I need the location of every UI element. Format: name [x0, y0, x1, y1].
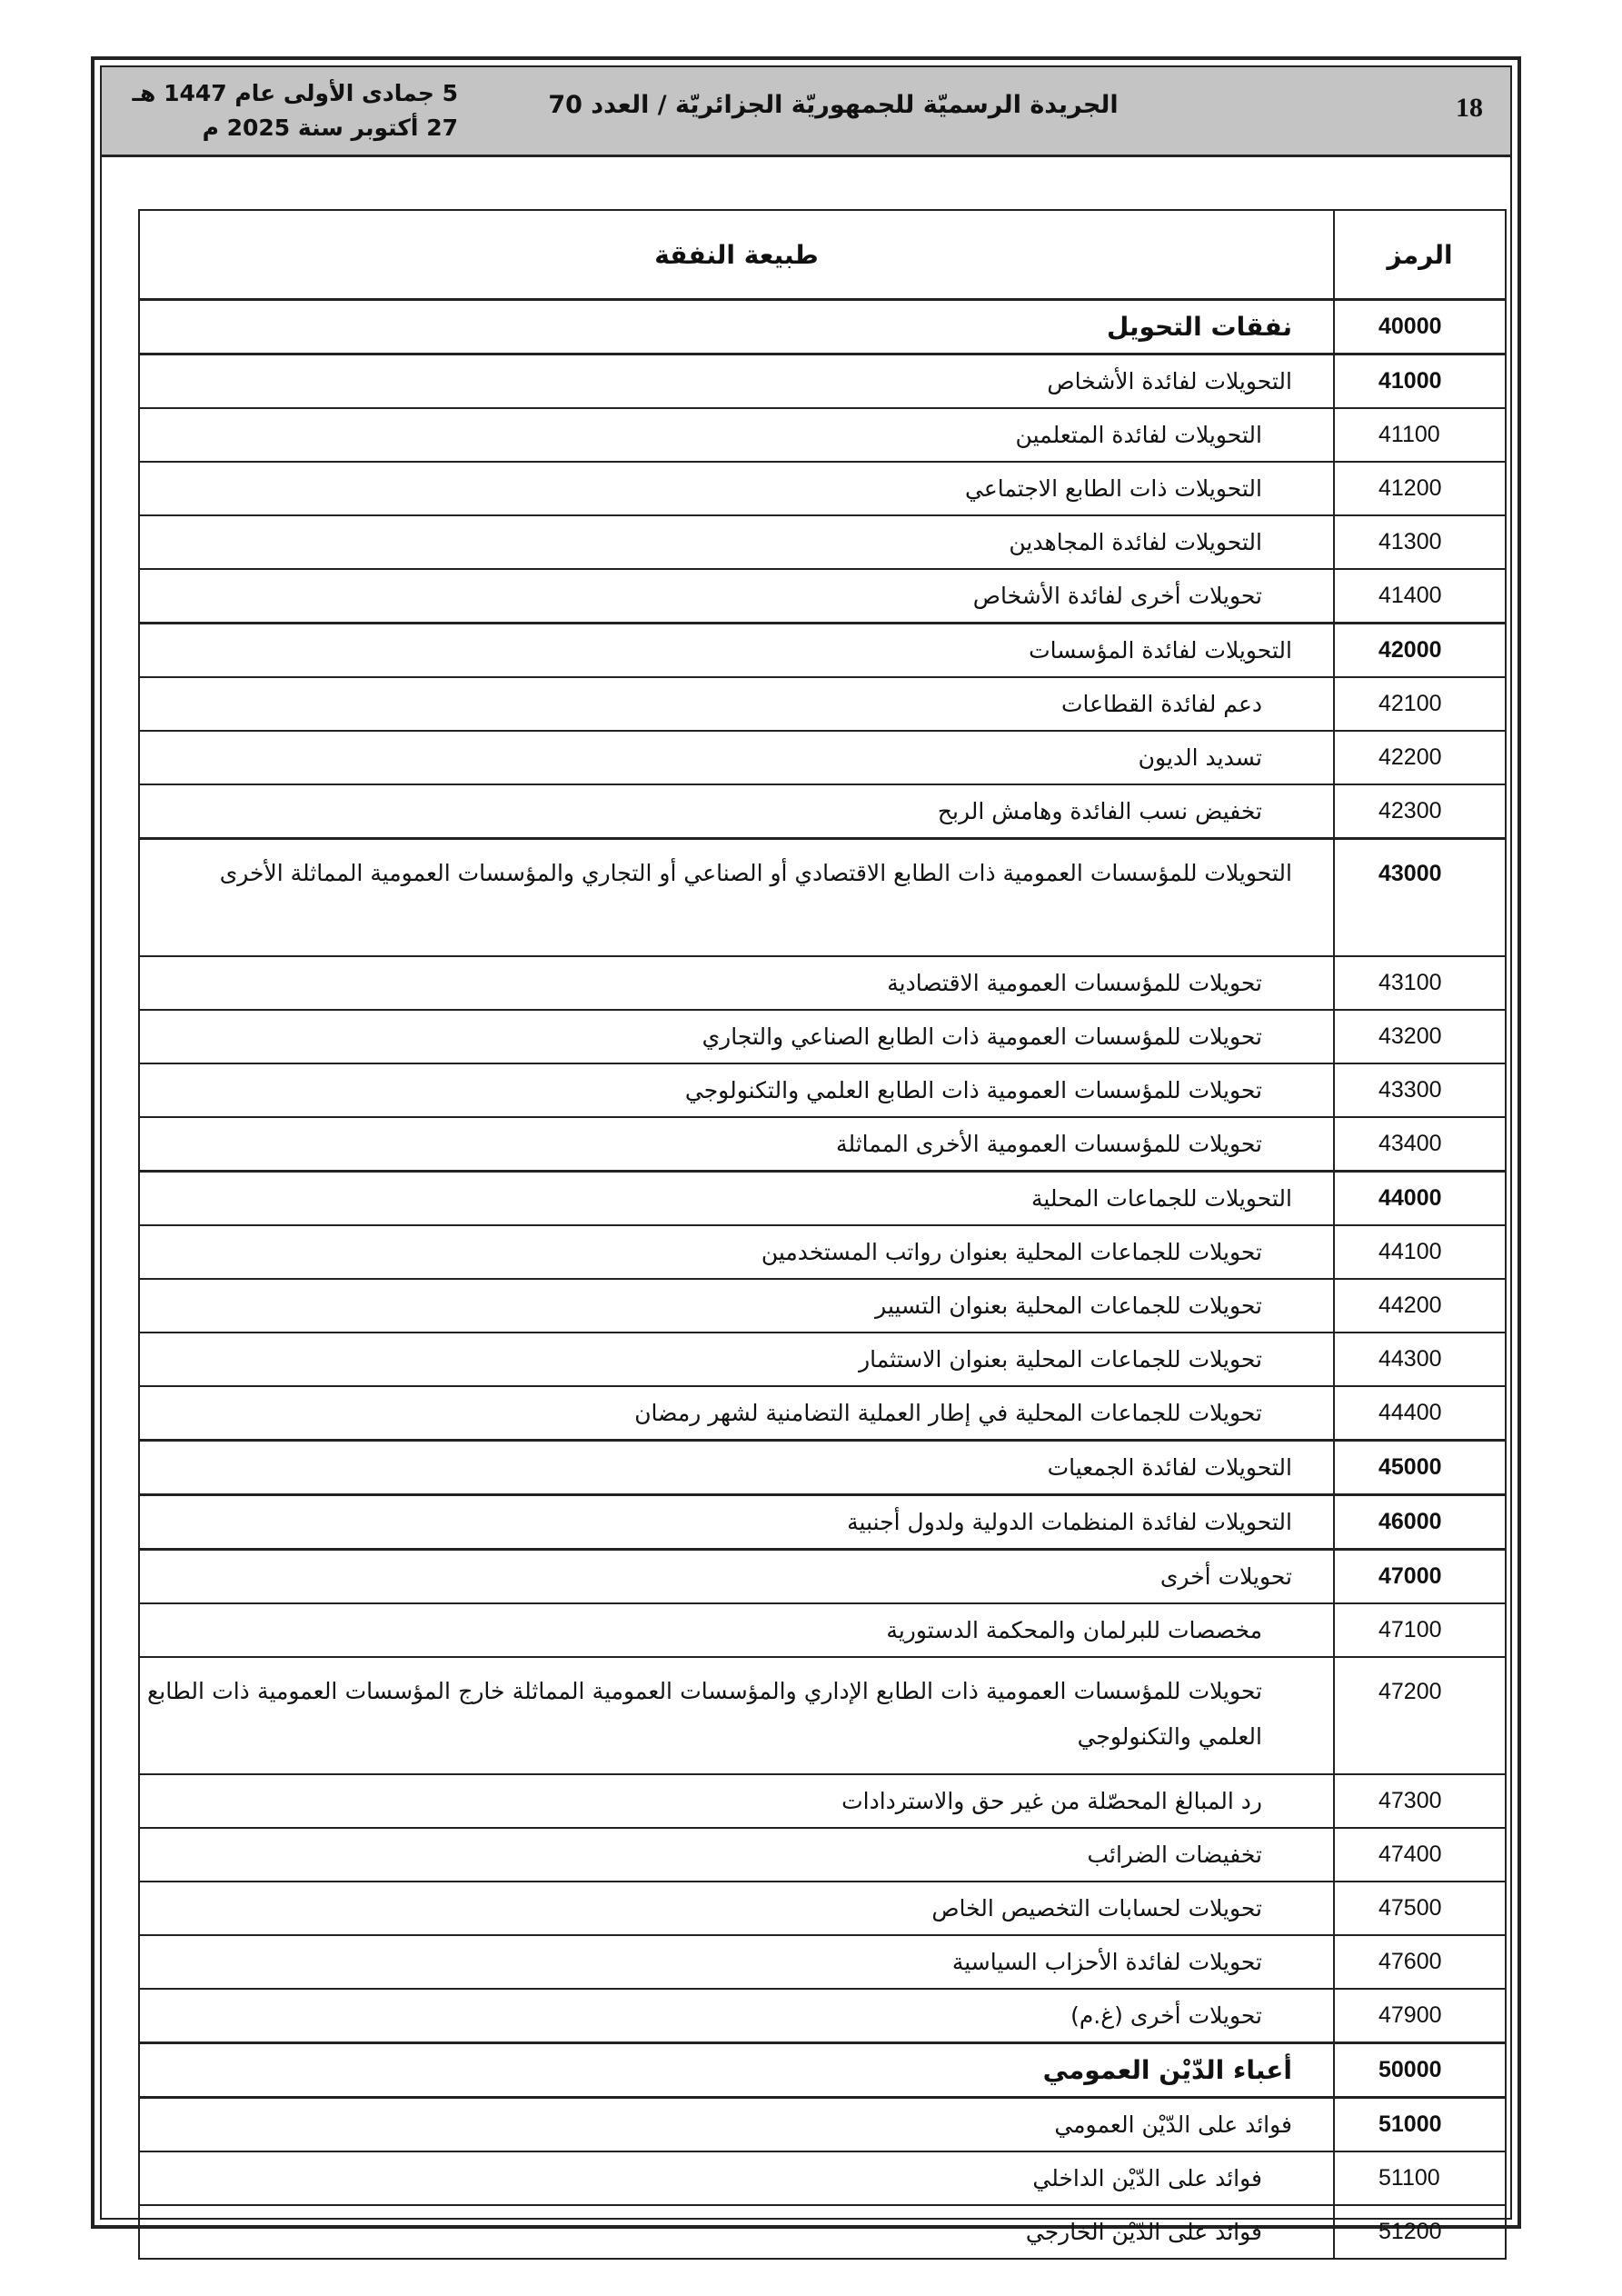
expense-description: التحويلات لفائدة المتعلمين [139, 408, 1334, 462]
table-row [139, 1935, 1506, 1989]
expense-description: دعم لفائدة القطاعات [139, 677, 1334, 731]
expense-description: التحويلات لفائدة المجاهدين [139, 515, 1334, 569]
expense-description: تحويلات للجماعات المحلية بعنوان الاستثمار [139, 1333, 1334, 1386]
table-row [139, 2151, 1506, 2205]
expense-code: 42000 [1334, 624, 1506, 678]
table-row [139, 300, 1506, 354]
expense-description: تحويلات لحسابات التخصيص الخاص [139, 1882, 1334, 1935]
expense-code: 47100 [1334, 1603, 1506, 1657]
expense-description: تحويلات للمؤسسات العمومية ذات الطابع الصناعي والتجاري [139, 1010, 1334, 1063]
page-frame [91, 56, 1521, 2245]
table-row [139, 1657, 1506, 1774]
table-row [139, 956, 1506, 1010]
expense-code: 51100 [1334, 2151, 1506, 2205]
expense-code: 41100 [1334, 408, 1506, 462]
expense-code: 44100 [1334, 1225, 1506, 1279]
table-row [139, 1063, 1506, 1117]
expense-description: التحويلات للجماعات المحلية [139, 1172, 1334, 1226]
expense-description: تحويلات للجماعات المحلية بعنوان رواتب المستخدمين [139, 1225, 1334, 1279]
table-row [139, 408, 1506, 462]
expense-code: 51200 [1334, 2205, 1506, 2259]
table-row [139, 731, 1506, 784]
table-row [139, 1279, 1506, 1333]
expense-code: 47900 [1334, 1989, 1506, 2043]
table-row [139, 624, 1506, 678]
expense-description: تحويلات للجماعات المحلية في إطار العملية التضامنية لشهر رمضان [139, 1386, 1334, 1441]
table-row [139, 1386, 1506, 1441]
expense-code: 41300 [1334, 515, 1506, 569]
expense-description: رد المبالغ المحصّلة من غير حق والاستردادات [139, 1774, 1334, 1828]
expense-code: 51000 [1334, 2098, 1506, 2152]
table-row [139, 1117, 1506, 1172]
expense-description: التحويلات لفائدة المنظمات الدولية ولدول أجنبية [139, 1495, 1334, 1550]
expense-description: التحويلات لفائدة المؤسسات [139, 624, 1334, 678]
expense-code: 42200 [1334, 731, 1506, 784]
expense-code: 43000 [1334, 839, 1506, 957]
issue-date [113, 76, 458, 145]
column-header-code: الرمز [1334, 210, 1506, 300]
table-row [139, 1774, 1506, 1828]
expense-code: 47400 [1334, 1828, 1506, 1882]
expense-description: فوائد على الدّيْن الخارجي [139, 2205, 1334, 2259]
expense-description: تحويلات للمؤسسات العمومية ذات الطابع الإداري والمؤسسات العمومية المماثلة خارج المؤسسات العمومية ذات الطابع العلمي والتكنولوجي [139, 1657, 1334, 1774]
expense-code: 43300 [1334, 1063, 1506, 1117]
table-row [139, 2043, 1506, 2098]
table-row [139, 1172, 1506, 1226]
expense-code: 41000 [1334, 354, 1506, 409]
table-row [139, 1495, 1506, 1550]
expense-description: مخصصات للبرلمان والمحكمة الدستورية [139, 1603, 1334, 1657]
expense-description: تخفيض نسب الفائدة وهامش الربح [139, 784, 1334, 839]
table-row [139, 1882, 1506, 1935]
expense-description: التحويلات ذات الطابع الاجتماعي [139, 462, 1334, 515]
column-header-description: طبيعة النفقة [139, 210, 1334, 300]
expense-description: تحويلات للجماعات المحلية بعنوان التسيير [139, 1279, 1334, 1333]
table-row [139, 354, 1506, 409]
expense-code: 45000 [1334, 1441, 1506, 1495]
expense-code: 47500 [1334, 1882, 1506, 1935]
expense-code: 41400 [1334, 569, 1506, 624]
table-header-row [139, 210, 1506, 300]
expense-description: التحويلات لفائدة الجمعيات [139, 1441, 1334, 1495]
expense-code: 42100 [1334, 677, 1506, 731]
expense-code: 44300 [1334, 1333, 1506, 1386]
expense-code: 40000 [1334, 300, 1506, 354]
table-row [139, 1603, 1506, 1657]
expense-description: تحويلات للمؤسسات العمومية الاقتصادية [139, 956, 1334, 1010]
table-row [139, 2205, 1506, 2259]
table-row [139, 2098, 1506, 2152]
expense-code: 47300 [1334, 1774, 1506, 1828]
expense-code: 44000 [1334, 1172, 1506, 1226]
table-row [139, 1989, 1506, 2043]
gazette-header [102, 67, 1510, 157]
expense-description: تسديد الديون [139, 731, 1334, 784]
expense-code: 50000 [1334, 2043, 1506, 2098]
expense-description: أعباء الدّيْن العمومي [139, 2043, 1334, 2098]
table-row [139, 462, 1506, 515]
expense-description: التحويلات للمؤسسات العمومية ذات الطابع الاقتصادي أو الصناعي أو التجاري والمؤسسات العمومية المماثلة الأخرى [139, 839, 1334, 957]
table-row [139, 784, 1506, 839]
page-inner-frame [100, 65, 1512, 2245]
expense-code: 47000 [1334, 1550, 1506, 1604]
expense-code: 44400 [1334, 1386, 1506, 1441]
expense-description: فوائد على الدّيْن الداخلي [139, 2151, 1334, 2205]
expense-description: تحويلات أخرى لفائدة الأشخاص [139, 569, 1334, 624]
expense-code: 41200 [1334, 462, 1506, 515]
expense-code: 42300 [1334, 784, 1506, 839]
expense-description: نفقات التحويل [139, 300, 1334, 354]
expense-table [138, 209, 1507, 2260]
expense-description: التحويلات لفائدة الأشخاص [139, 354, 1334, 409]
table-row [139, 569, 1506, 624]
table-row [139, 1010, 1506, 1063]
expense-description: تحويلات للمؤسسات العمومية الأخرى المماثلة [139, 1117, 1334, 1172]
expense-code: 47600 [1334, 1935, 1506, 1989]
table-row [139, 677, 1506, 731]
expense-code: 46000 [1334, 1495, 1506, 1550]
expense-description: تحويلات للمؤسسات العمومية ذات الطابع العلمي والتكنولوجي [139, 1063, 1334, 1117]
table-row [139, 515, 1506, 569]
expense-code: 43100 [1334, 956, 1506, 1010]
expense-description: فوائد على الدّيْن العمومي [139, 2098, 1334, 2152]
gazette-title: الجريدة الرسميّة للجمهوريّة الجزائريّة / العدد 70 [548, 91, 1119, 119]
table-row [139, 1333, 1506, 1386]
table-row [139, 1441, 1506, 1495]
table-row [139, 1828, 1506, 1882]
expense-code: 44200 [1334, 1279, 1506, 1333]
date-hijri: 5 جمادى الأولى عام 1447 هـ [132, 80, 458, 106]
expense-description: تحويلات أخرى [139, 1550, 1334, 1604]
date-gregorian: 27 أكتوبر سنة 2025 م [202, 115, 458, 141]
table-row [139, 1550, 1506, 1604]
expense-code: 43400 [1334, 1117, 1506, 1172]
expense-code: 47200 [1334, 1657, 1506, 1774]
expense-description: تحويلات لفائدة الأحزاب السياسية [139, 1935, 1334, 1989]
expense-code: 43200 [1334, 1010, 1506, 1063]
page-number: 18 [1456, 93, 1483, 123]
table-row [139, 839, 1506, 957]
expense-description: تخفيضات الضرائب [139, 1828, 1334, 1882]
expense-description: تحويلات أخرى (غ.م) [139, 1989, 1334, 2043]
table-row [139, 1225, 1506, 1279]
